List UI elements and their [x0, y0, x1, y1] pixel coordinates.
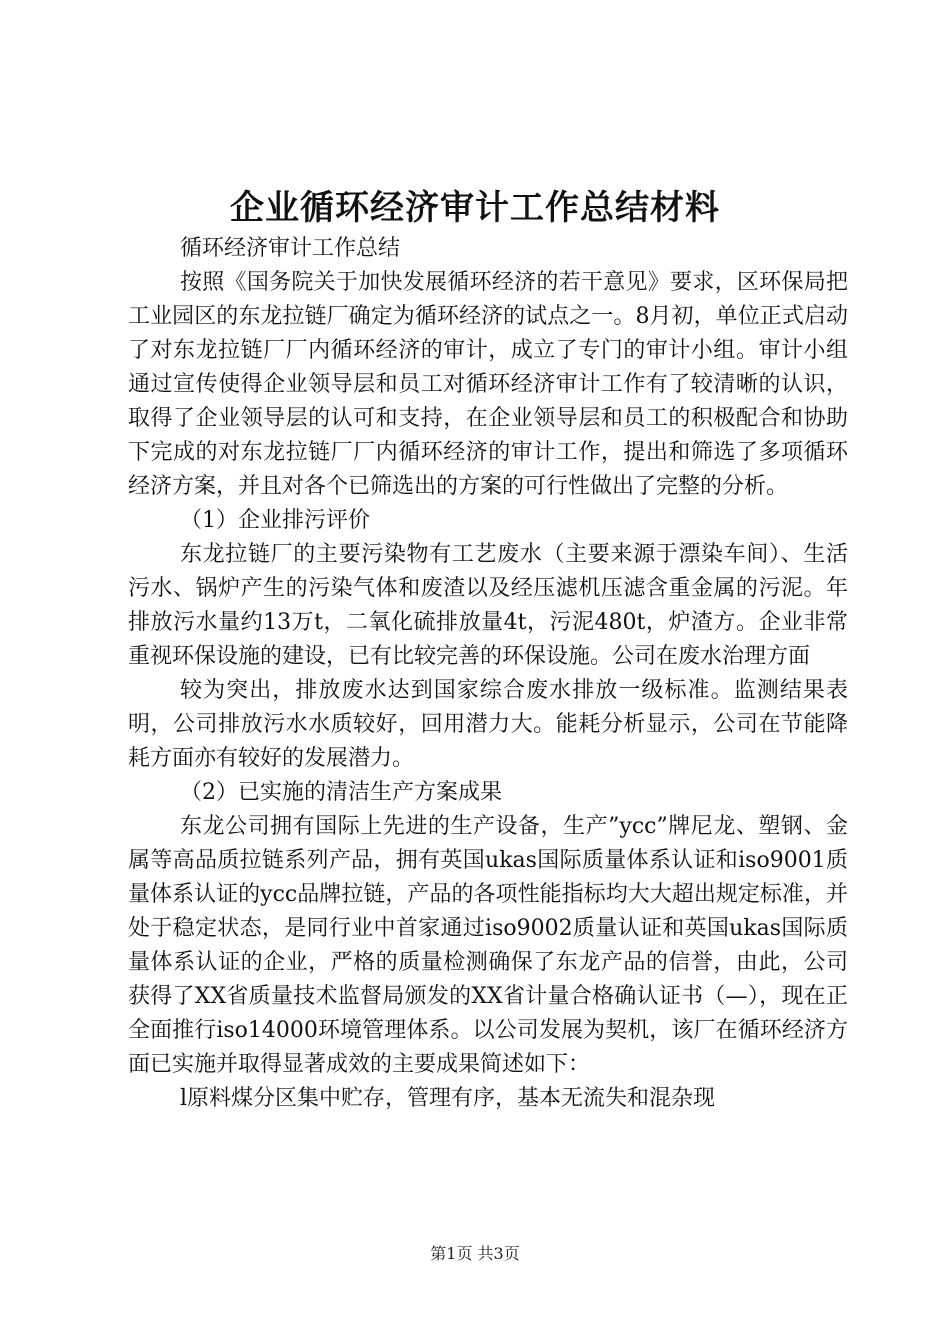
- page-footer: 第1页 共3页: [430, 1244, 520, 1263]
- section-heading-2: （2）已实施的清洁生产方案成果: [180, 780, 502, 805]
- paragraph-pollution: 东龙拉链厂的主要污染物有工艺废水（主要来源于漂染车间）、生活污水、锅炉产生的污染气体和废渣以及经压滤机压滤含重金属的污泥。年排放污水量约13万t，二氧化硫排放量4t，污泥480t，炉渣方。企业非常重视环保设施的建设，已有比较完善的环保设施。公司在废水治理方面: [128, 542, 848, 669]
- paragraph-list-item-1: l原料煤分区集中贮存，管理有序，基本无流失和混杂现: [180, 1086, 716, 1111]
- section-heading-1: （1）企业排污评价: [180, 508, 370, 533]
- paragraph-wastewater: 较为突出，排放废水达到国家综合废水排放一级标准。监测结果表明，公司排放污水水质较好，回用潜力大。能耗分析显示，公司在节能降耗方面亦有较好的发展潜力。: [128, 678, 848, 771]
- paragraph-intro: 按照《国务院关于加快发展循环经济的若干意见》要求，区环保局把工业园区的东龙拉链厂确定为循环经济的试点之一。8月初，单位正式启动了对东龙拉链厂厂内循环经济的审计，成立了专门的审计小组。审计小组通过宣传使得企业领导层和员工对循环经济审计工作有了较清晰的认识，取得了企业领导层的认可和支持，在企业领导层和员工的积极配合和协助下完成的对东龙拉链厂厂内循环经济的审计工作，提出和筛选了多项循环经济方案，并且对各个已筛选出的方案的可行性做出了完整的分析。: [128, 270, 848, 499]
- paragraph-achievements: 东龙公司拥有国际上先进的生产设备，生产”ycc”牌尼龙、塑钢、金属等高品质拉链系列产品，拥有英国ukas国际质量体系认证和iso9001质量体系认证的ycc品牌拉链，产品的各项性能指标均大大超出规定标准，并处于稳定状态，是同行业中首家通过iso9002质量认证和英国ukas国际质量体系认证的企业，严格的质量检测确保了东龙产品的信誉，由此，公司获得了XX省质量技术监督局颁发的XX省计量合格确认证书（—），现在正全面推行iso14000环境管理体系。以公司发展为契机，该厂在循环经济方面已实施并取得显著成效的主要成果简述如下：: [128, 814, 848, 1077]
- paragraph-subtitle: 循环经济审计工作总结: [180, 236, 401, 261]
- document-title: 企业循环经济审计工作总结材料: [230, 188, 720, 228]
- document-body: [128, 232, 848, 1116]
